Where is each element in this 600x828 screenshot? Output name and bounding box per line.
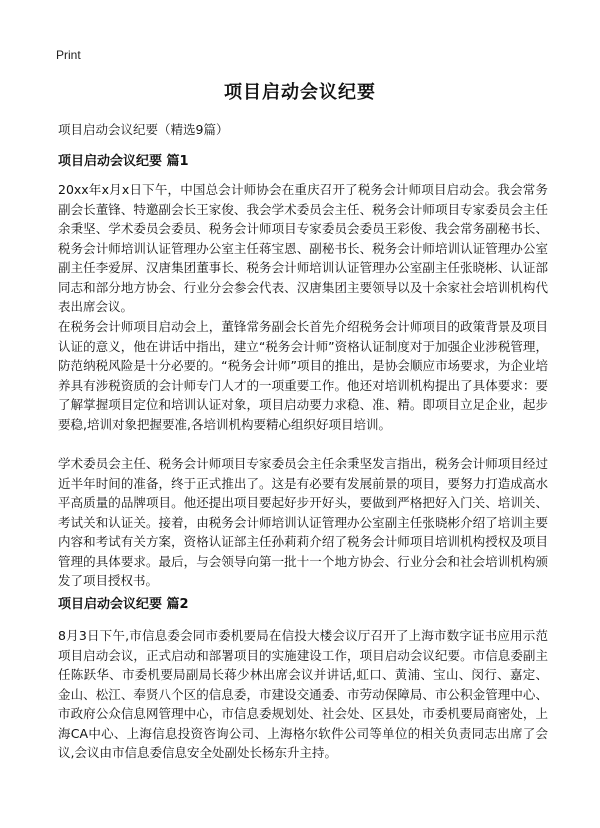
section-heading-2: 项目启动会议纪要 篇2 [58,597,189,612]
print-link[interactable]: Print [56,48,81,62]
paragraph-1-2: 在税务会计师项目启动会上，董锋常务副会长首先介绍税务会计师项目的政策背景及项目认证的意义，他在讲话中指出，建立“税务会计师”资格认证制度对于加强企业涉税管理，防范纳税风险是十分必要的。“税务会计师”项目的推出，是协会顺应市场要求，为企业培养具有涉税资质的会计师专门人才的一项重要工作。他还对培训机构提出了具体要求：要了解掌握项目定位和培训认证对象，项目启动要力求稳、准、精。即项目立足企业，起步要稳,培训对象把握要准,各培训机构要精心组织好项目培训。 [58,319,548,432]
document-subtitle: 项目启动会议纪要（精选9篇） [58,122,229,137]
paragraph-1-3: 学术委员会主任、税务会计师项目专家委员会主任余秉坚发言指出，税务会计师项目经过近半年时间的准备，终于正式推出了。这是有必要有发展前景的项目，要努力打造成高水平高质量的品牌项目。他还提出项目要起好步开好头，要做到严格把好入门关、培训关、考试关和认证关。接着，由税务会计师培训认证管理办公室副主任张晓彬介绍了培训主要内容和考试有关方案，资格认证部主任孙莉莉介绍了税务会计师项目培训机构授权及项目管理的具体要求。最后，与会领导向第一批十一个地方协会、行业分会和社会培训机构颁发了项目授权书。 [58,456,548,588]
section-heading-1: 项目启动会议纪要 篇1 [58,154,189,169]
paragraph-2-1: 8月3日下午,市信息委会同市委机要局在信投大楼会议厅召开了上海市数字证书应用示范项目启动会议，正式启动和部署项目的实施建设工作，项目启动会议纪要。市信息委副主任陈跃华、市委机要局副局长蒋少林出席会议并讲话,虹口、黄浦、宝山、闵行、嘉定、金山、松江、奉贤八个区的信息委，市建设交通委、市劳动保障局、市公积金管理中心、市政府公众信息网管理中心，市信息委规划处、社会处、区县处，市委机要局商密处，上海CA中心、上海信息投资咨询公司、上海格尔软件公司等单位的相关负责同志出席了会议,会议由市信息委信息安全处副处长杨东升主持。 [58,628,548,760]
document-title: 项目启动会议纪要 [224,82,376,103]
paragraph-1-1: 20xx年x月x日下午，中国总会计师协会在重庆召开了税务会计师项目启动会。我会常务副会长董锋、特邀副会长王家俊、我会学术委员会主任、税务会计师项目专家委员会主任余秉坚、学术委员会委员、税务会计师项目专家委员会委员王彩俊、我会常务副秘书长、税务会计师培训认证管理办公室主任蒋宝恩、副秘书长、税务会计师培训认证管理办公室副主任李爱屏、汉唐集团董事长、税务会计师培训认证管理办公室副主任张晓彬、认证部同志和部分地方协会、行业分会参会代表、汉唐集团主要领导以及十余家社会培训机构代表出席会议。 [58,182,548,314]
